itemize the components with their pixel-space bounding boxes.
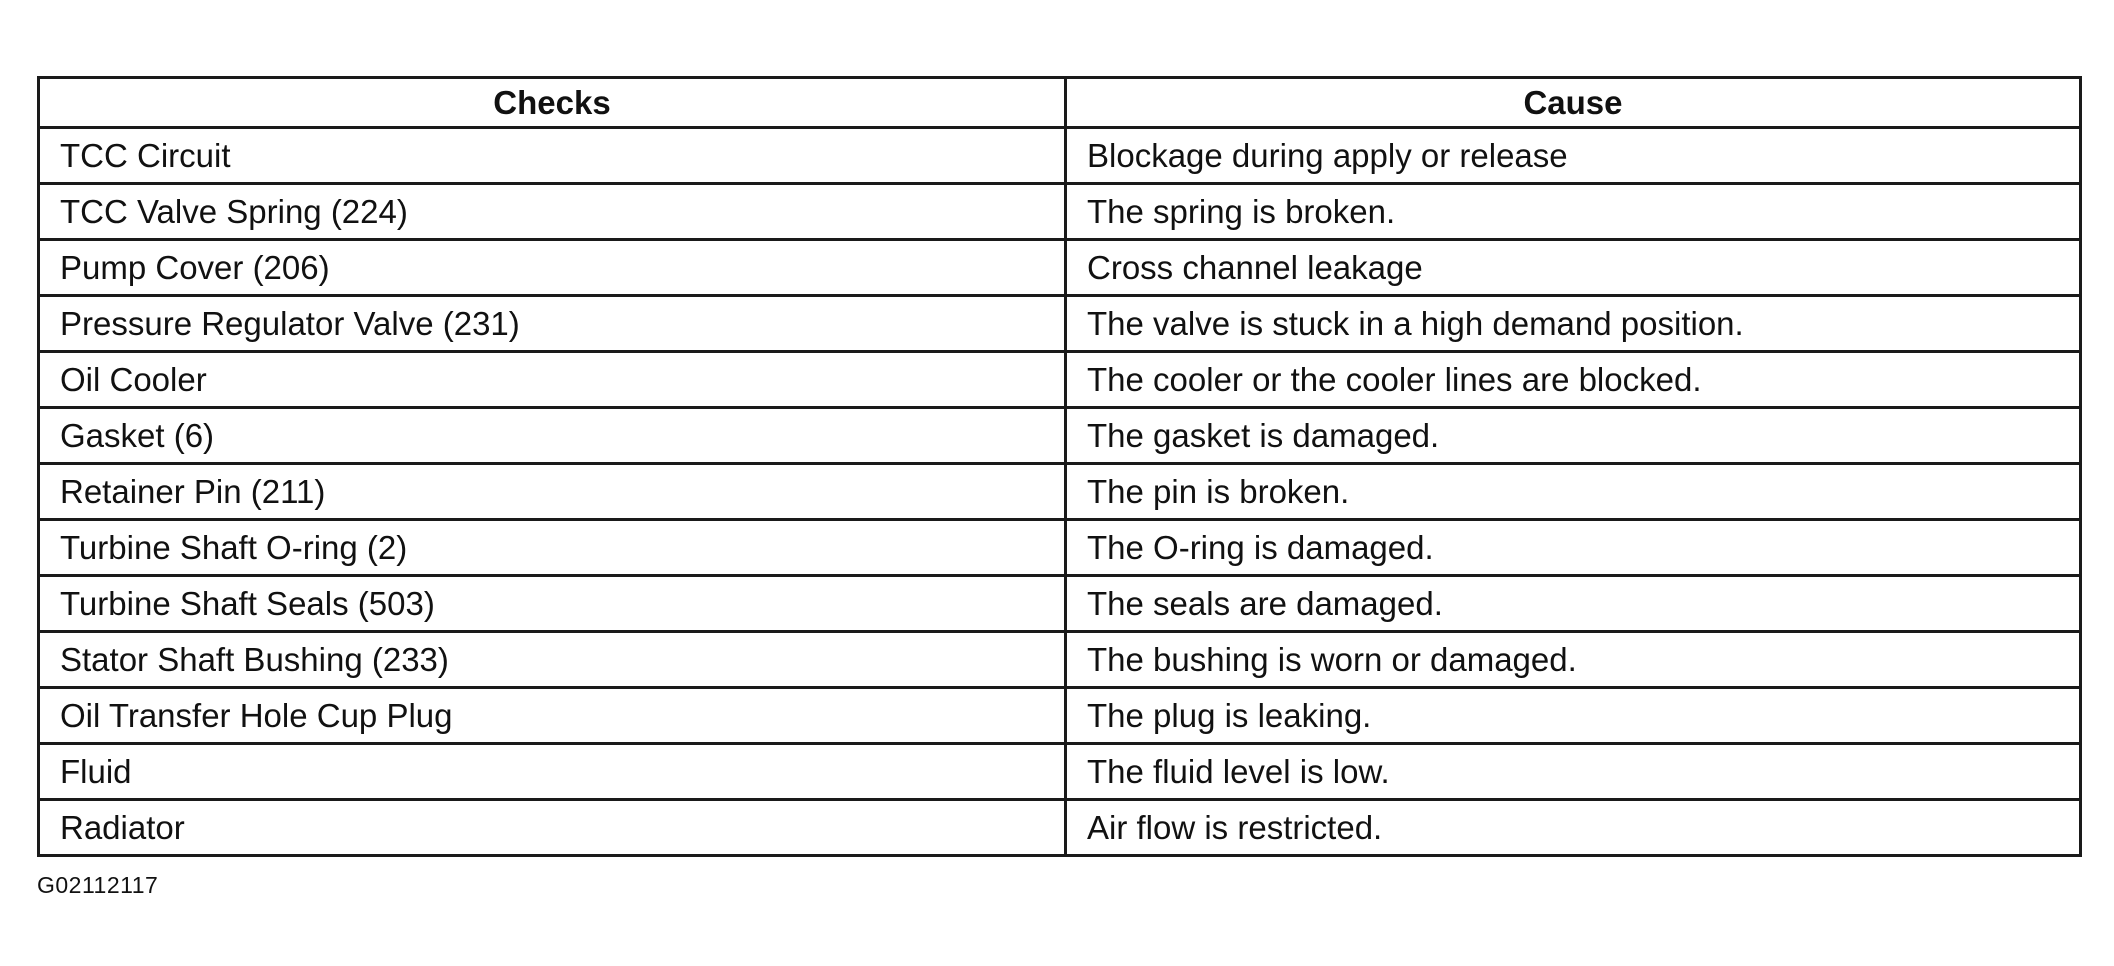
table-row <box>39 352 2081 408</box>
check-cell: Radiator <box>39 800 1066 856</box>
check-cell: TCC Circuit <box>39 128 1066 184</box>
cause-cell: Blockage during apply or release <box>1066 128 2081 184</box>
check-cell: Gasket (6) <box>39 408 1066 464</box>
table-row <box>39 632 2081 688</box>
checks-cause-table <box>37 76 2082 857</box>
table-row <box>39 296 2081 352</box>
cause-cell: The O-ring is damaged. <box>1066 520 2081 576</box>
cause-cell: The pin is broken. <box>1066 464 2081 520</box>
check-cell: Pressure Regulator Valve (231) <box>39 296 1066 352</box>
table-row <box>39 576 2081 632</box>
check-cell: Fluid <box>39 744 1066 800</box>
table-row <box>39 464 2081 520</box>
check-cell: Pump Cover (206) <box>39 240 1066 296</box>
table-row <box>39 520 2081 576</box>
cause-cell: The spring is broken. <box>1066 184 2081 240</box>
check-cell: Stator Shaft Bushing (233) <box>39 632 1066 688</box>
checks-cause-table-container <box>37 76 2079 857</box>
cause-cell: The cooler or the cooler lines are blocked. <box>1066 352 2081 408</box>
table-row <box>39 184 2081 240</box>
table-row <box>39 744 2081 800</box>
cause-cell: The fluid level is low. <box>1066 744 2081 800</box>
table-header-row <box>39 78 2081 128</box>
table-row <box>39 128 2081 184</box>
table-row <box>39 800 2081 856</box>
table-row <box>39 408 2081 464</box>
column-header-checks: Checks <box>39 78 1066 128</box>
figure-code: G02112117 <box>37 872 159 898</box>
cause-cell: The gasket is damaged. <box>1066 408 2081 464</box>
cause-cell: The seals are damaged. <box>1066 576 2081 632</box>
cause-cell: The bushing is worn or damaged. <box>1066 632 2081 688</box>
table-row <box>39 688 2081 744</box>
check-cell: Turbine Shaft Seals (503) <box>39 576 1066 632</box>
check-cell: TCC Valve Spring (224) <box>39 184 1066 240</box>
cause-cell: Cross channel leakage <box>1066 240 2081 296</box>
check-cell: Retainer Pin (211) <box>39 464 1066 520</box>
cause-cell: Air flow is restricted. <box>1066 800 2081 856</box>
check-cell: Oil Cooler <box>39 352 1066 408</box>
check-cell: Oil Transfer Hole Cup Plug <box>39 688 1066 744</box>
cause-cell: The valve is stuck in a high demand position. <box>1066 296 2081 352</box>
cause-cell: The plug is leaking. <box>1066 688 2081 744</box>
check-cell: Turbine Shaft O-ring (2) <box>39 520 1066 576</box>
table-row <box>39 240 2081 296</box>
column-header-cause: Cause <box>1066 78 2081 128</box>
